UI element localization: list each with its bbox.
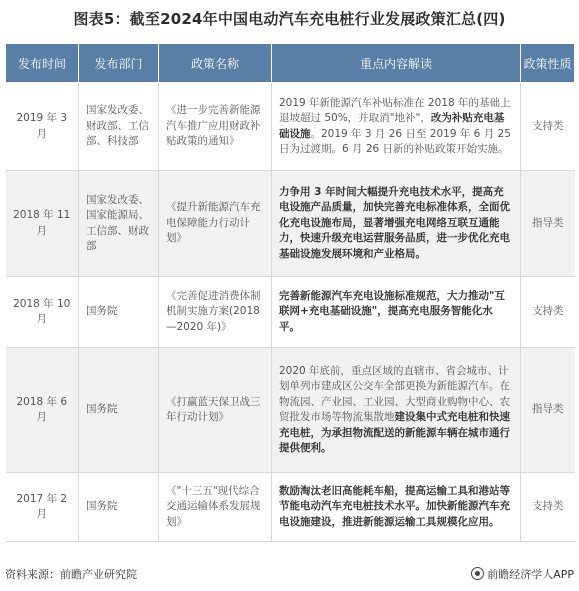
table-row	[6, 348, 575, 473]
content-tail: 。2019 年 3 月 26 日至 2019 年 6 月 25 日为过渡期。6 月 26 日新的补贴政策开始实施。	[279, 127, 511, 155]
cell-date: 2019 年 3 月	[6, 83, 79, 171]
cell-type: 支持类	[521, 473, 575, 542]
cell-type: 指导类	[521, 348, 575, 473]
cell-date: 2018 年 10 月	[6, 277, 79, 348]
cell-date: 2018 年 6 月	[6, 348, 79, 473]
cell-dept: 国务院	[79, 473, 159, 542]
content-highlight: 完善新能源汽车充电设施标准规范，大力推动"互联网+充电基础设施"，提高充电服务智能化水平。	[279, 289, 505, 333]
cell-policy-name: 《打赢蓝天保卫战三年行动计划》	[159, 348, 272, 473]
table-row	[6, 277, 575, 348]
source-note: 资料来源：前瞻产业研究院	[5, 568, 137, 581]
cell-content	[272, 473, 521, 542]
header-content: 重点内容解读	[272, 44, 521, 83]
brand-label: 前瞻经济学人APP	[487, 568, 574, 581]
table-row	[6, 473, 575, 542]
cell-content	[272, 171, 521, 277]
cell-dept: 国务院	[79, 277, 159, 348]
cell-type: 支持类	[521, 277, 575, 348]
cell-policy-name: 《"十三五"现代综合交通运输体系发展规划》	[159, 473, 272, 542]
header-policy-name: 政策名称	[159, 44, 272, 83]
cell-dept: 国家发改委、国家能源局、工信部、财政部	[79, 171, 159, 277]
cell-content	[272, 277, 521, 348]
cell-dept: 国务院	[79, 348, 159, 473]
cell-content	[272, 83, 521, 171]
header-dept: 发布部门	[79, 44, 159, 83]
policy-table	[5, 43, 575, 542]
cell-content	[272, 348, 521, 473]
header-type: 政策性质	[521, 44, 575, 83]
content-plain: 2019 年新能源汽车补贴标准在 2018 年的基础上退坡超过 50%，并取消"地补"，	[279, 96, 511, 124]
table-header-row	[6, 44, 575, 83]
content-plain: 2020 年底前，重点区域的直辖市、省会城市、计划单列市建成区公交车全部更换为新能源汽车。在物流园、产业园、工业园、大型商业购物中心、农贸批发市场等物流集散地	[279, 364, 510, 423]
cell-type: 支持类	[521, 83, 575, 171]
cell-policy-name: 《进一步完善新能源汽车推广应用财政补贴政策的通知》	[159, 83, 272, 171]
brand-logo-icon	[471, 567, 484, 580]
header-date: 发布时间	[6, 44, 79, 83]
content-highlight: 改为补贴充电基础设施	[279, 112, 505, 140]
cell-policy-name: 《完善促进消费体制机制实施方案(2018—2020 年)》	[159, 277, 272, 348]
content-highlight: 力争用 3 年时间大幅提升充电技术水平，提高充电设施产品质量，加快完善充电标准体系，全面优化充电设施布局，显著增强充电网络互联互通能力，快速升级充电运营服务品质，进一步优化充电基础设施发展环境和产业格局。	[279, 185, 510, 260]
table-row	[6, 83, 575, 171]
cell-policy-name: 《提升新能源汽车充电保障能力行动计划》	[159, 171, 272, 277]
cell-dept: 国家发改委、财政部、工信部、科技部	[79, 83, 159, 171]
figure-title: 图表5：截至2024年中国电动汽车充电桩行业发展政策汇总(四)	[73, 10, 506, 28]
table-row	[6, 171, 575, 277]
cell-type: 指导类	[521, 171, 575, 277]
cell-date: 2017 年 2 月	[6, 473, 79, 542]
brand-credit	[471, 566, 574, 582]
footer	[5, 566, 574, 584]
content-highlight: 建设集中式充电桩和快速充电桩，为承担物流配送的新能源车辆在城市通行提供便利。	[279, 411, 510, 454]
cell-date: 2018 年 11 月	[6, 171, 79, 277]
content-highlight: 数励淘汰老旧高能耗车船，提高运输工具和港站等节能电动汽车充电桩技术水平。加快新能源汽车充电设施建设，推进新能源运输工具规模化应用。	[279, 484, 510, 528]
